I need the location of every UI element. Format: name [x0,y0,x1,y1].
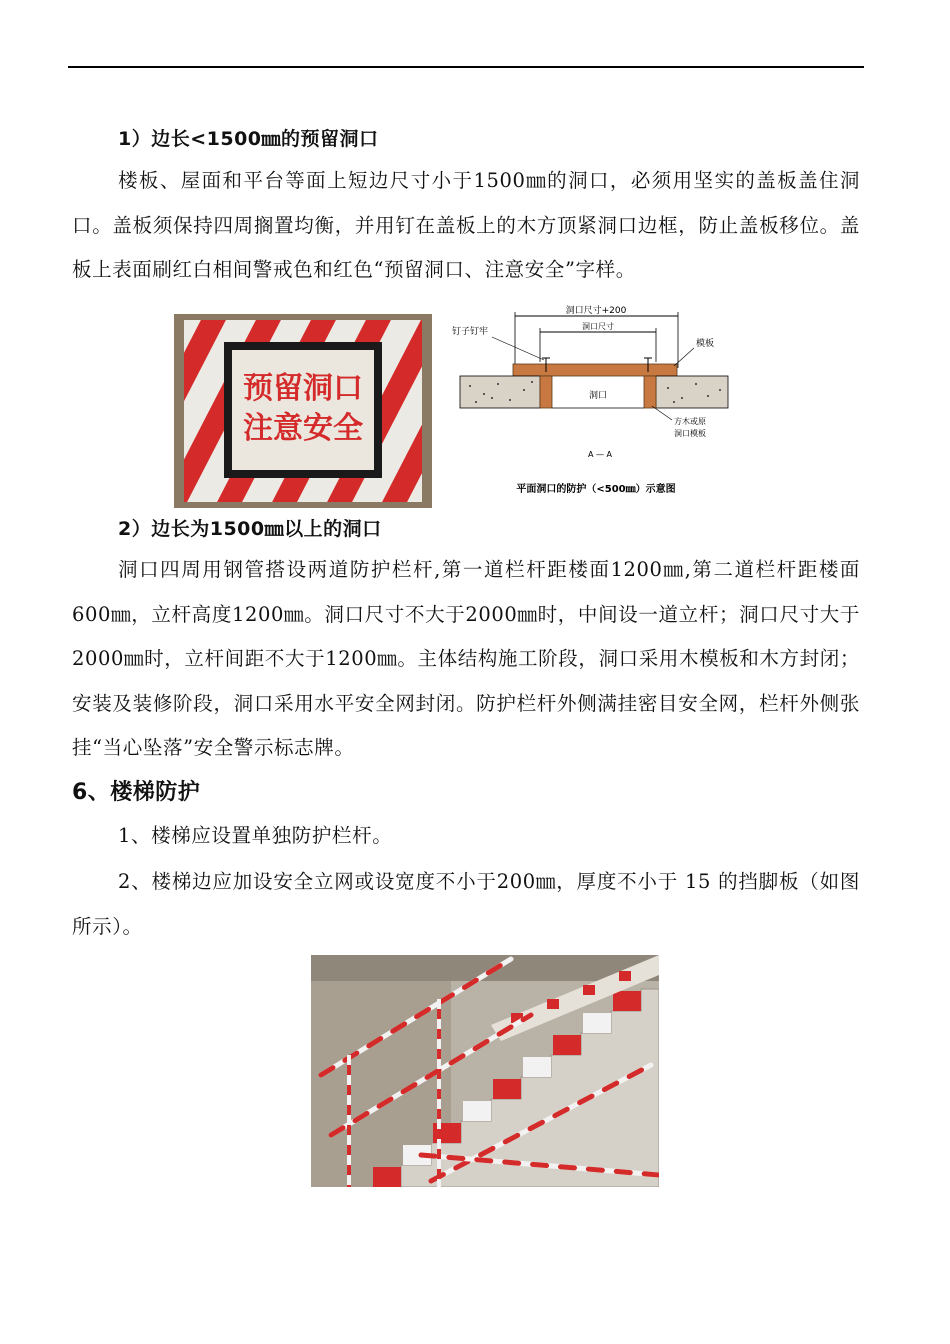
dim-outer-label: 洞口尺寸+200 [565,306,627,316]
stair-item-1: 1、楼梯应设置单独防护栏杆。 [118,824,393,847]
paragraph-small-opening: 楼板、屋面和平台等面上短边尺寸小于1500㎜的洞口，必须用坚实的盖板盖住洞口。盖板须保持四周搁置均衡，并用钉在盖板上的木方顶紧洞口边框，防止盖板移位。盖板上表面刷红白相间警戒色和红色“预留洞口、注意安全”字样。 [72,169,860,281]
sign-text-line-2: 注意安全 [243,411,363,446]
opening-protection-diagram [450,302,740,502]
sign-text-line-1: 预留洞口 [243,371,363,406]
timber-label-1: 方木或原 [674,417,706,426]
subsection-heading-small-opening: 1）边长<1500㎜的预留洞口 [118,128,379,150]
paragraph-large-opening: 洞口四周用钢管搭设两道防护栏杆,第一道栏杆距楼面1200㎜,第二道栏杆距楼面600㎜，立杆高度1200㎜。洞口尺寸不大于2000㎜时，中间设一道立杆；洞口尺寸大于2000㎜时，立杆间距不大于1200㎜。主体结构施工阶段，洞口采用木模板和木方封闭；安装及装修阶段，洞口采用水平安全网封闭。防护栏杆外侧满挂密目安全网，栏杆外侧张挂“当心坠落”安全警示标志牌。 [72,558,860,759]
diagram-caption: 平面洞口的防护（<500㎜）示意图 [516,484,676,495]
subsection-heading-large-opening: 2）边长为1500㎜以上的洞口 [118,518,382,540]
section-heading-stair-protection: 6、楼梯防护 [72,780,201,805]
stair-item-2: 2、楼梯边应加设安全立网或设宽度不小于200㎜，厚度不小于 15 的挡脚板（如图所示）。 [72,870,860,938]
section-mark: A — A [587,450,613,459]
header-rule [68,66,864,68]
board-label: 模板 [696,339,715,349]
nail-label: 钉子钉牢 [452,327,489,337]
hole-label: 洞口 [588,391,608,401]
timber-label-2: 洞口模板 [674,429,706,438]
stair-guardrail-photo [311,955,659,1187]
cover-plate-photo [174,314,432,508]
dim-inner-label: 洞口尺寸 [582,322,614,331]
